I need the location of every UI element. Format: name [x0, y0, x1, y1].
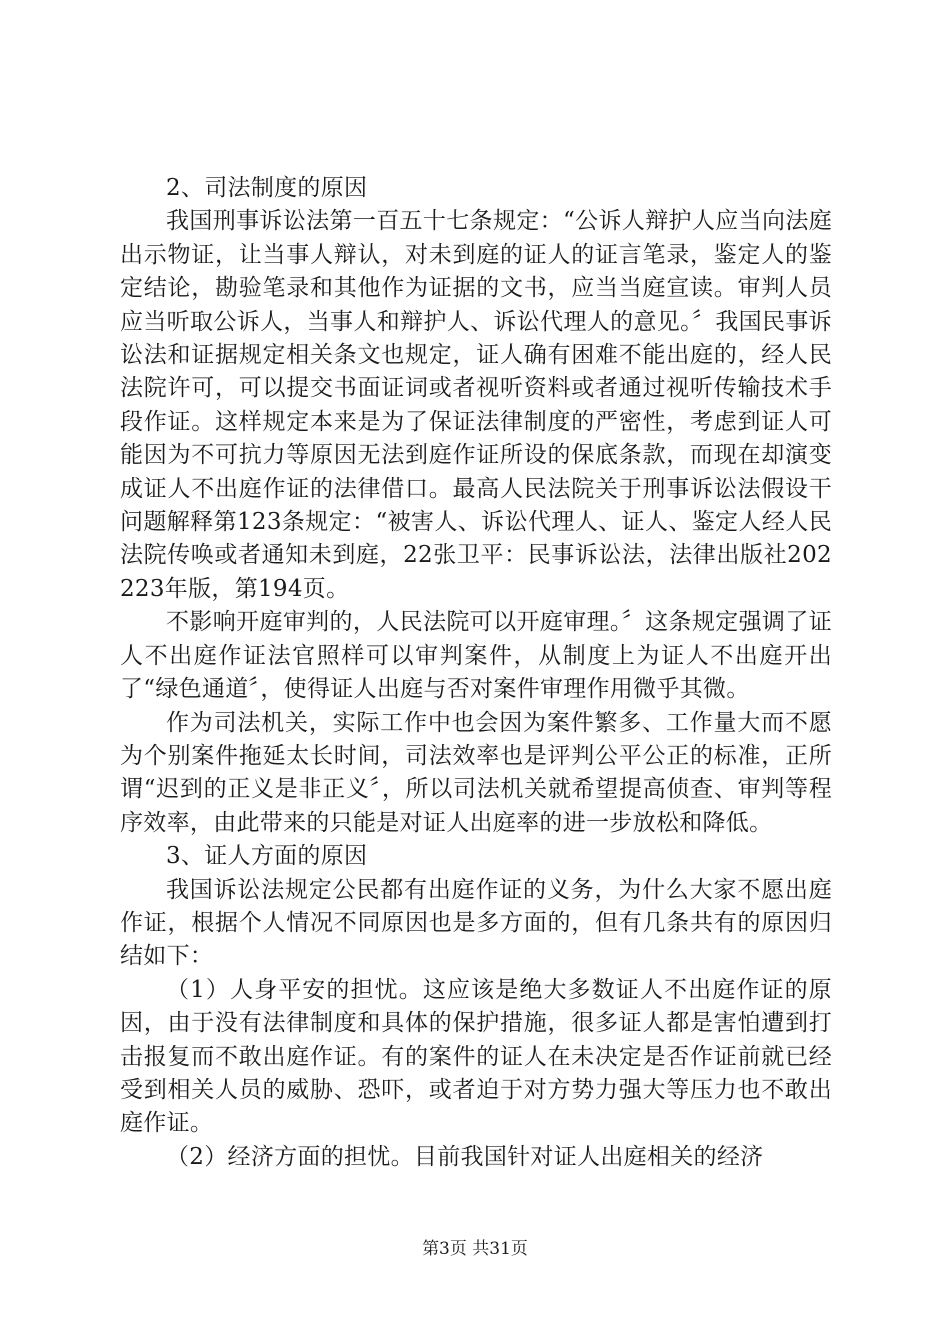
paragraph-criminal-procedure-law: 我国刑事诉讼法第一百五十七条规定：“公诉人辩护人应当向法庭出示物证，让当事人辩认，对未到庭的证人的证言笔录，鉴定人的鉴定结论，勘验笔录和其他作为证据的文书，应当当庭宣读。审判人员应当听取公诉人，当事人和辩护人、诉讼代理人的意见。〞我国民事诉讼法和证据规定相关条文也规定，证人确有困难不能出庭的，经人民法院许可，可以提交书面证词或者视听资料或者通过视听传输技术手段作证。这样规定本来是为了保证法律制度的严密性，考虑到证人可能因为不可抗力等原因无法到庭作证所设的保底条款，而现在却演变成证人不出庭作证的法律借口。最高人民法院关于刑事诉讼法假设干问题解释第123条规定：“被害人、诉讼代理人、证人、鉴定人经人民法院传唤或者通知未到庭，22张卫平：民事诉讼法，法律出版社202223年版，第194页。 [120, 208, 832, 602]
page-footer: 第3页 共31页 [422, 1239, 528, 1259]
document-body [120, 172, 832, 1174]
paragraph-judicial-efficiency: 作为司法机关，实际工作中也会因为案件繁多、工作量大而不愿为个别案件拖延太长时间，司法效率也是评判公平公正的标准，正所谓“迟到的正义是非正义〞，所以司法机关就希望提高侦查、审判等程序效率，由此带来的只能是对证人出庭率的进一步放松和降低。 [120, 709, 832, 836]
paragraph-personal-safety: （1）人身平安的担忧。这应该是绝大多数证人不出庭作证的原因，由于没有法律制度和具体的保护措施，很多证人都是害怕遭到打击报复而不敢出庭作证。有的案件的证人在未决定是否作证前就已经受到相关人员的威胁、恐吓，或者迫于对方势力强大等压力也不敢出庭作证。 [120, 976, 832, 1137]
section-heading-judicial-system: 2、司法制度的原因 [166, 175, 368, 201]
paragraph-trial-without-witness: 不影响开庭审判的，人民法院可以开庭审理。〞这条规定强调了证人不出庭作证法官照样可以审判案件，从制度上为证人不出庭开出了“绿色通道〞，使得证人出庭与否对案件审理作用微乎其微。 [120, 609, 832, 703]
paragraph-economic-concern: （2）经济方面的担忧。目前我国针对证人出庭相关的经济 [166, 1143, 764, 1170]
section-heading-witness-reasons: 3、证人方面的原因 [166, 843, 368, 870]
paragraph-witness-obligation: 我国诉讼法规定公民都有出庭作证的义务，为什么大家不愿出庭作证，根据个人情况不同原因也是多方面的，但有几条共有的原因归结如下： [120, 876, 832, 970]
